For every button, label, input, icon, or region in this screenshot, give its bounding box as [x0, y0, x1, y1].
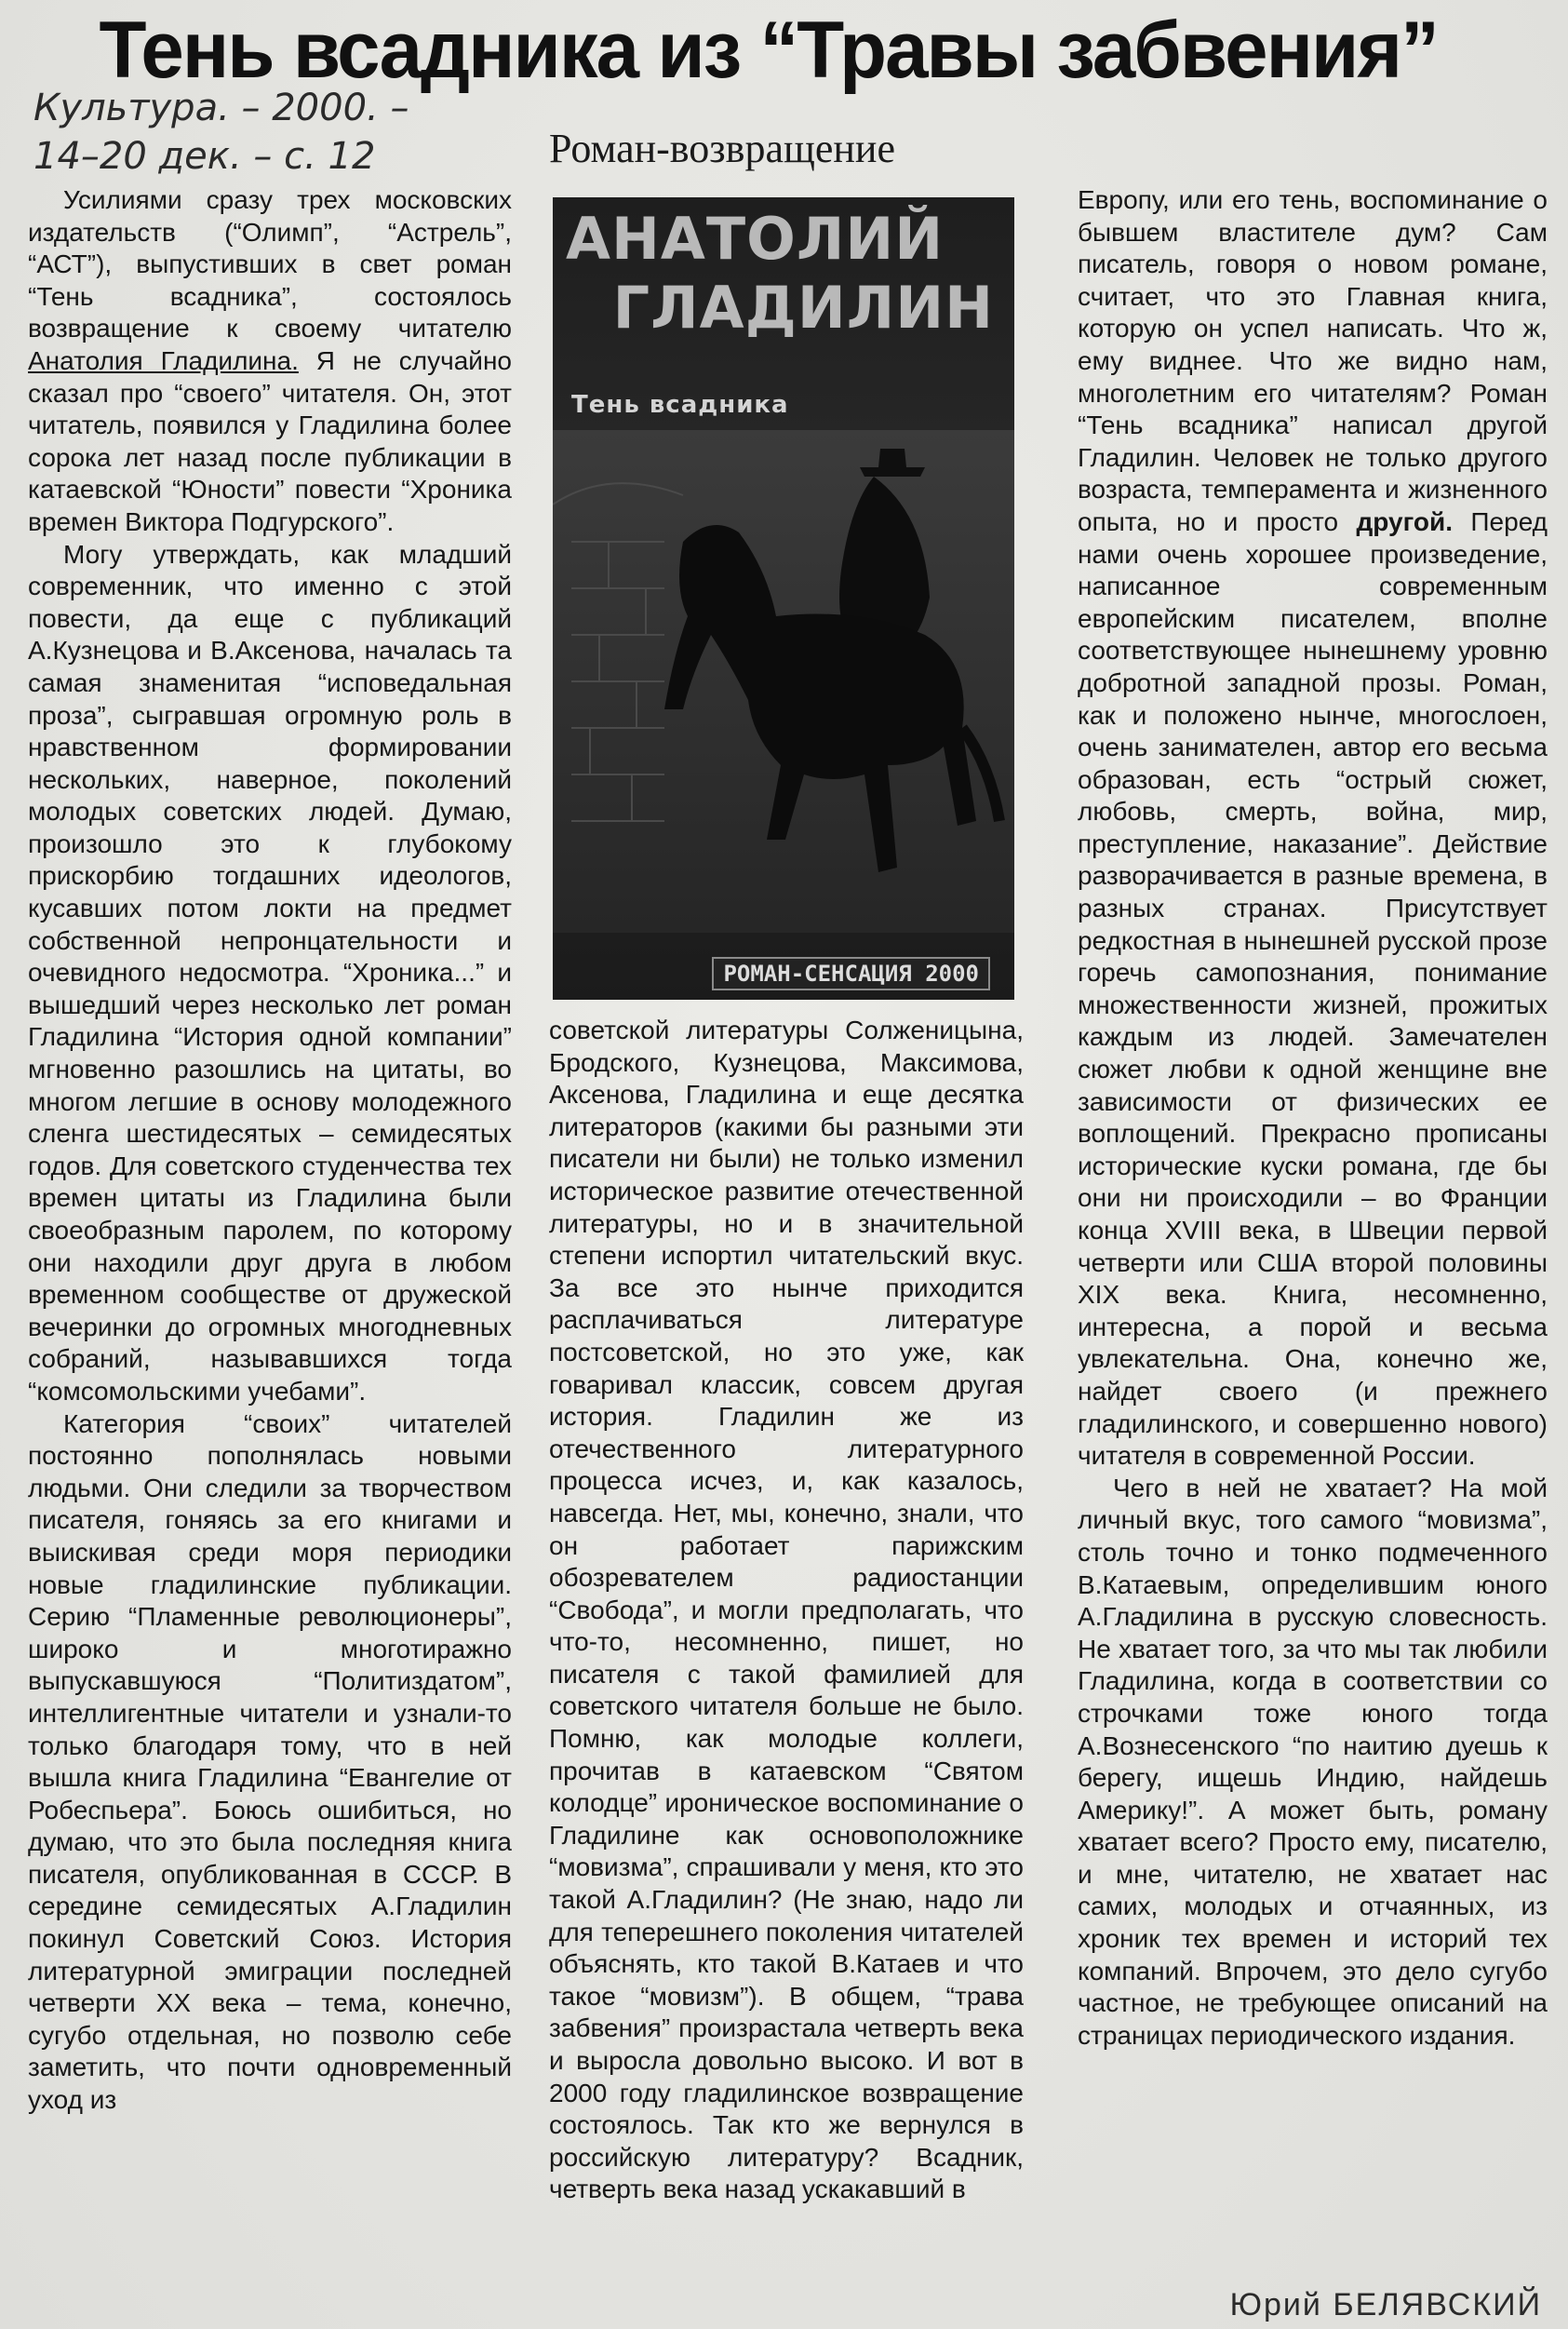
paragraph: Категория “своих” читателей постоянно пополнялась новыми людьми. Они следили за творчеством писателя, гоняясь за его книгами и выискивая среди моря периодики новые гладилинские публикации. Серию “Пламенные революционеры”, широко и многотиражно выпускавшуюся “Политиздатом”, интеллигентные читатели и узнали-то только благодаря тому, что в ней вышла книга Гладилина “Евангелие от Робеспьера”. Боюсь ошибиться, но думаю, что это была последняя книга писателя, опубликованная в СССР. В середине семидесятых А.Гладилин покинул Советский Союз. История литературной эмиграции последней четверти XX века – тема, конечно, сугубо отдельная, но позволю себе заметить, что почти одновременный уход из — [28, 1408, 512, 2115]
paragraph — [1078, 184, 1548, 1473]
handwritten-citation-line1: Культура. – 2000. – — [34, 87, 409, 129]
paragraph-text: Перед нами очень хорошее произведение, написанное современным европейским писателем, вполне соответствующее нынешнему уровню добротной западной прозы. Роман, как и положено нынче, многослоен, очень занимателен, автор его весьма образован, есть “острый сюжет, любовь, смерть, война, мир, преступление, наказание”. Действие разворачивается в разные времена, в разных странах. Присутствует редкостная в нынешней русской прозе горечь самопознания, понимание множественности жизней, прожитых каждым из людей. Замечателен сюжет любви к одной женщине вне зависимости от физических ее воплощений. Прекрасно прописаны исторические куски романа, где бы они ни происходили – во Франции конца XVIII века, в Швеции первой четверти или США второй половины XIX века. Книга, несомненно, интересна, а порой и весьма увлекательна. Она, конечно же, найдет своего (и прежнего гладилинского, и совершенно нового) читателя в современной России. — [1078, 506, 1548, 1471]
handwritten-citation-line2: 14–20 дек. – с. 12 — [34, 135, 376, 178]
text-column-1 — [28, 184, 512, 2316]
text-column-3 — [1078, 184, 1548, 2274]
cover-book-title: Тень всадника — [571, 391, 789, 419]
cover-author — [566, 205, 1003, 343]
paragraph: Чего в ней не хватает? На мой личный вкус, того самого “мовизма”, столь точно и тонко подмеченного В.Катаевым, определившим юного А.Гладилина в русскую словесность. Не хватает того, за что мы так любили Гладилина, когда в соответствии со строчками тоже юного тогда А.Вознесенского “по наитию дуешь к берегу, ищешь Индию, найдешь Америку!”. А может быть, роману хватает всего? Просто ему, писателю, и мне, читателю, не хватает нас самих, молодых и отчаянных, из хроник тех времен и историй тех компаний. Впрочем, это дело сугубо частное, не требующее описаний на страницах периодического издания. — [1078, 1473, 1548, 2050]
article-rubric: Роман-возвращение — [549, 126, 896, 171]
author-byline: Юрий БЕЛЯВСКИЙ — [1229, 2287, 1542, 2322]
text-column-2 — [549, 1015, 1024, 2309]
paragraph: Могу утверждать, как младший современник, что именно с этой повести, да еще с публикаций А.Кузнецова и В.Аксенова, началась та самая знаменитая “исповедальная проза”, сыгравшая огромную роль в нравственном формировании нескольких, наверное, поколений молодых советских людей. Думаю, произошло это к глубокому прискорбию тогдашних идеологов, кусавших потом локти на предмет собственной непронцательности и очевидного недосмотра. “Хроника...” и вышедший через несколько лет роман Гладилина “История одной компании” мгновенно разошлись на цитаты, во многом легшие в основу молодежного сленга шестидесятых – семидесятых годов. Для советского студенчества тех времен цитаты из Гладилина были своеобразным паролем, по которому они находили друг друга в любом временном сообществе от дружеской вечеринки до огромных многодневных собраний, называвшихся тогда “комсомольскими учебами”. — [28, 539, 512, 1406]
paragraph-text: Я не случайно сказал про “своего” читателя. Он, этот читатель, появился у Гладилина более сорока лет назад после публикации в катаевской “Юности” повести “Хроника времен Виктора Подгурского”. — [28, 345, 512, 536]
paragraph-text: Европу, или его тень, воспоминание о бывшем властителе дум? Сам писатель, говоря о новом романе, считает, что это Главная книга, которую он успел написать. Что ж, ему виднее. Что же видно нам, многолетним его читателям? Роман “Тень всадника” написал другой Гладилин. Человек не только другого возраста, темперамента и жизненного опыта, но и просто — [1078, 185, 1548, 536]
horseman-silhouette-illustration — [553, 430, 1014, 933]
underlined-author-name: Анатолия Гладилина. — [28, 345, 299, 375]
cover-author-last-name: ГЛАДИЛИН — [612, 274, 994, 342]
book-cover-image — [553, 197, 1014, 1000]
paragraph-text: Усилиями сразу трех московских издательств (“Олимп”, “Астрель”, “АСТ”), выпустивших в свет роман “Тень всадника”, состоялось возвращение к своему читателю — [28, 185, 512, 343]
bold-emphasis: другой. — [1356, 506, 1453, 536]
paragraph: советской литературы Солженицына, Бродского, Кузнецова, Максимова, Аксенова, Гладилина и еще десятка литераторов (какими бы разными эти писатели ни были) не только изменил историческое развитие отечественной литературы, но и в значительной степени испортил читательский вкус. За все это нынче приходится расплачиваться литературе постсоветской, но это уже, как говаривал классик, совсем другая история. Гладилин же из отечественного литературного процесса исчез, и, как казалось, навсегда. Нет, мы, конечно, знали, что он работает парижским обозревателем радиостанции “Свобода”, и могли предполагать, что что-то, несомненно, пишет, но писателя с такой фамилией для советского читателя больше не было. Помню, как молодые коллеги, прочитав в катаевском “Святом колодце” ироническое воспоминание о Гладилине как основоположнике “мовизма”, спрашивали у меня, кто это такой А.Гладилин? (Не знаю, надо ли для теперешнего поколения читателей объяснять, кто такой В.Катаев и что такое “мовизм”). В общем, “трава забвения” произрастала четверть века и выросла довольно высоко. И вот в 2000 году гладилинское возвращение состоялось. Так кто же вернулся в российскую литературу? Всадник, четверть века назад ускакавший в — [549, 1016, 1024, 2204]
cover-author-first-name: АНАТОЛИЙ — [566, 205, 945, 273]
cover-series-label: РОМАН-СЕНСАЦИЯ 2000 — [712, 957, 990, 990]
article-headline: Тень всадника из “Травы забвения” — [99, 6, 1438, 95]
paragraph — [28, 184, 512, 539]
